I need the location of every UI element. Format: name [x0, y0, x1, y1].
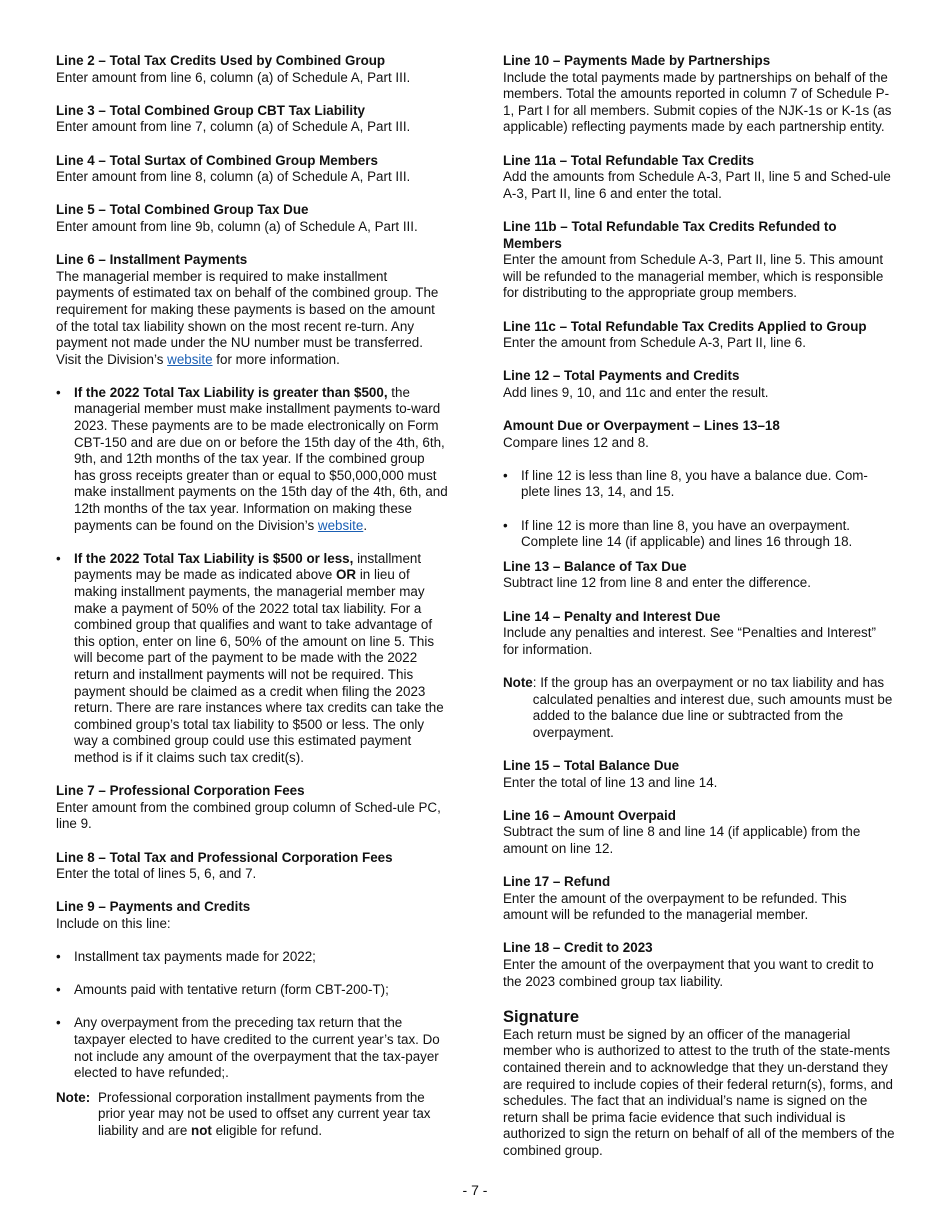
line8-title: Line 8 – Total Tax and Professional Corporation Fees: [56, 849, 393, 865]
line18-text: Enter the amount of the overpayment that you want to credit to the 2023 combined group tax liability.: [503, 957, 874, 989]
page-number: - 7 -: [462, 1182, 488, 1198]
list-item: [56, 982, 448, 999]
line12-text: Add lines 9, 10, and 11c and enter the result.: [503, 384, 769, 400]
list-item: [56, 949, 448, 966]
bullet-bold: If the 2022 Total Tax Liability is $500 or less,: [74, 550, 354, 566]
line12-title: Line 12 – Total Payments and Credits: [503, 368, 740, 384]
line6-body-end: for more information.: [212, 351, 340, 367]
right-column: [503, 53, 895, 1176]
line10-section: [503, 53, 895, 136]
line6-bullet-less-text: [74, 551, 448, 767]
line3-section: [56, 103, 448, 136]
left-column: [56, 53, 448, 1156]
line4-title: Line 4 – Total Surtax of Combined Group Members: [56, 152, 378, 168]
line7-section: [56, 783, 448, 833]
line16-title: Line 16 – Amount Overpaid: [503, 807, 676, 823]
line7-text: Enter amount from the combined group column of Sched-ule PC, line 9.: [56, 799, 441, 832]
list-item: [56, 1015, 448, 1081]
list-item-text: Amounts paid with tentative return (form CBT-200-T);: [74, 982, 389, 998]
line3-title: Line 3 – Total Combined Group CBT Tax Liability: [56, 102, 365, 118]
website-link-2[interactable]: website: [317, 517, 364, 533]
line14-note: [503, 675, 895, 741]
line9-section: [56, 899, 448, 932]
line4-section: [56, 153, 448, 186]
signature-text: Each return must be signed by an officer of the managerial member who is authorized to attest to the truth of the state-ments contained therein and to acknowledge that they un-derstand they are required to include copies of their federal return(s), forms, and schedules. The fact that an individual’s name is signed on the return shall be prima facie evidence that such individual is authorized to sign the return on behalf of all of the members of the combined group.: [503, 1026, 895, 1158]
line11c-title: Line 11c – Total Refundable Tax Credits Applied to Group: [503, 318, 867, 334]
line6-title: Line 6 – Installment Payments: [56, 252, 248, 268]
line17-text: Enter the amount of the overpayment to be refunded. This amount will be refunded to the managerial member.: [503, 890, 847, 923]
line15-title: Line 15 – Total Balance Due: [503, 757, 680, 773]
line2-text: Enter amount from line 6, column (a) of Schedule A, Part III.: [56, 69, 411, 85]
line3-text: Enter amount from line 7, column (a) of Schedule A, Part III.: [56, 119, 411, 135]
bullet-icon: •: [56, 982, 61, 998]
line14-text: Include any penalties and interest. See “Penalties and Interest” for information.: [503, 625, 876, 657]
bullet-icon: •: [56, 949, 61, 965]
bullet-icon: •: [56, 1015, 61, 1031]
note-text-a: Professional corporation installment payments from the prior year may not be used to offset any current year tax liability and are: [98, 1089, 431, 1138]
line6-section: [56, 252, 448, 368]
line11a-text: Add the amounts from Schedule A-3, Part II, line 5 and Sched-ule A-3, Part II, line 6 and enter the total.: [503, 169, 891, 201]
line8-text: Enter the total of lines 5, 6, and 7.: [56, 866, 257, 882]
line14-section: [503, 609, 895, 659]
bullet-text-b: in lieu of making installment payments, the managerial member may make a payment of 50% of the 2022 total tax liability. For a combined group that qualifies and want to take advantage of this option, enter on line 6, 50% of the amount on line 5. This will become part of the payment to be made with the 2022 return and installment payments will not be required. This payment should be claimed as a credit when filing the 2023 return. There are rare instances where tax credits can take the combined group’s total tax liability to $500 or less. The only way a combined group could use this estimated payment method is if it claims such tax credit(s).: [74, 567, 444, 765]
line17-section: [503, 874, 895, 924]
line4-text: Enter amount from line 8, column (a) of Schedule A, Part III.: [56, 169, 411, 185]
note-text: : If the group has an overpayment or no tax liability and has calculated penalties and interest due, such amounts must be added to the balance due line or subtracted from the overpayment.: [532, 674, 893, 740]
line10-text: Include the total payments made by partnerships on behalf of the members. Total the amounts reported in column 7 of Schedule P-1, Part I for all members. Submit copies of the NJK-1s or K-1s (as applicable) reflecting payments made by each partnership entity.: [503, 69, 892, 135]
or-emphasis: OR: [336, 567, 357, 583]
line6-bullet-less: [56, 551, 448, 767]
line6-bullet-greater: [56, 385, 448, 534]
list-item-text: Any overpayment from the preceding tax return that the taxpayer elected to have credited to the current year’s tax. Do not include any amount of the overpayment that the tax-payer elected to have refunded;.: [74, 1015, 440, 1081]
line18-section: [503, 940, 895, 990]
line10-title: Line 10 – Payments Made by Partnerships: [503, 53, 771, 68]
note-text: [98, 1090, 448, 1140]
line6-bullet-greater-text: [74, 385, 448, 534]
line5-text: Enter amount from line 9b, column (a) of Schedule A, Part III.: [56, 218, 418, 234]
line11c-text: Enter the amount from Schedule A-3, Part II, line 6.: [503, 335, 806, 351]
line13-section: [503, 559, 895, 592]
line14-title: Line 14 – Penalty and Interest Due: [503, 608, 721, 624]
note-label: Note:: [56, 1089, 91, 1105]
line16-text: Subtract the sum of line 8 and line 14 (if applicable) from the amount on line 12.: [503, 824, 861, 856]
line16-section: [503, 808, 895, 858]
note-text-b: eligible for refund.: [211, 1123, 323, 1138]
line13-title: Line 13 – Balance of Tax Due: [503, 558, 687, 574]
line11b-text: Enter the amount from Schedule A-3, Part II, line 5. This amount will be refunded to the managerial member, which is responsible for distributing to the appropriate group members.: [503, 252, 884, 301]
line9-text: Include on this line:: [56, 915, 171, 931]
line15-section: [503, 758, 895, 791]
amount-due-title: Amount Due or Overpayment – Lines 13–18: [503, 418, 780, 434]
line8-section: [56, 850, 448, 883]
line12-section: [503, 368, 895, 401]
amount-due-text: Compare lines 12 and 8.: [503, 434, 649, 450]
bullet-text: installment payments may be made as indicated above: [74, 550, 422, 583]
line17-title: Line 17 – Refund: [503, 874, 611, 890]
line15-text: Enter the total of line 13 and line 14.: [503, 774, 718, 790]
line11a-title: Line 11a – Total Refundable Tax Credits: [503, 152, 755, 168]
line11b-section: [503, 219, 895, 302]
line11b-title: Line 11b – Total Refundable Tax Credits Refunded to Members: [503, 218, 837, 251]
list-item-text: Installment tax payments made for 2022;: [74, 949, 316, 965]
bullet-end: .: [363, 517, 368, 533]
list-item: [503, 518, 895, 551]
bullet-icon: •: [503, 467, 508, 483]
line9-note: [56, 1090, 448, 1140]
line13-text: Subtract line 12 from line 8 and enter the difference.: [503, 575, 811, 591]
bullet-icon: •: [56, 384, 61, 400]
list-item: [503, 468, 895, 501]
not-emphasis: not: [191, 1123, 212, 1138]
line5-title: Line 5 – Total Combined Group Tax Due: [56, 202, 309, 218]
line7-title: Line 7 – Professional Corporation Fees: [56, 783, 305, 799]
bullet-icon: •: [503, 517, 508, 533]
amount-due-section: [503, 418, 895, 451]
line5-section: [56, 202, 448, 235]
line11c-section: [503, 319, 895, 352]
website-link[interactable]: website: [167, 351, 213, 367]
line6-body: The managerial member is required to make installment payments of estimated tax on behalf of the combined group. The requirement for making these payments is based on the amount of the total tax liability shown on the most recent re-turn. Any payment not made under the NU number must be transferred. Visit the Division’s: [56, 268, 439, 367]
list-item-text: If line 12 is less than line 8, you have a balance due. Com-plete lines 13, 14, and 15.: [521, 467, 868, 500]
bullet-icon: •: [56, 550, 61, 566]
line2-section: [56, 53, 448, 86]
line9-title: Line 9 – Payments and Credits: [56, 899, 251, 915]
signature-section: [503, 1007, 895, 1160]
line6-text: [56, 269, 448, 369]
line2-title: Line 2 – Total Tax Credits Used by Combined Group: [56, 53, 386, 68]
line11a-section: [503, 153, 895, 203]
bullet-bold: If the 2022 Total Tax Liability is greater than $500,: [74, 384, 388, 400]
line18-title: Line 18 – Credit to 2023: [503, 940, 653, 956]
list-item-text: If line 12 is more than line 8, you have an overpayment. Complete line 14 (if applicable) and lines 16 through 18.: [521, 517, 853, 550]
bullet-text: the managerial member must make installment payments to-ward 2023. These payments are to be made electronically on Form CBT-150 and are due on or before the 15th day of the 4th, 6th, 9th, and 12th months of the tax year. If the combined group has gross receipts greater than or equal to $50,000,000 must make installment payments on the 15th day of the 4th, 6th, and 12th months of the tax year. Information on making these payments can be found on the Division’s: [74, 384, 448, 533]
signature-title: Signature: [503, 1007, 580, 1026]
note-label: Note: [503, 674, 533, 690]
